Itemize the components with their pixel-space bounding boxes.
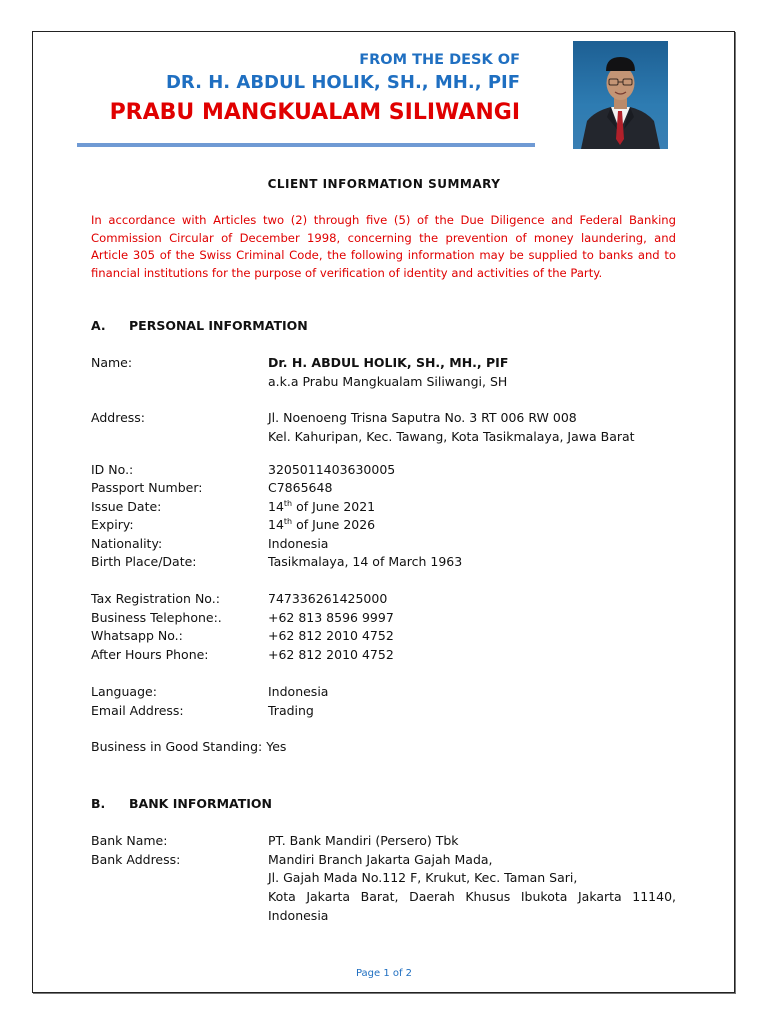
date-rest: of June 2021 bbox=[292, 499, 376, 514]
field-label: ID No.: bbox=[91, 462, 134, 477]
field-value: Tasikmalaya, 14 of March 1963 bbox=[268, 554, 463, 569]
from-desk-label: FROM THE DESK OF bbox=[359, 52, 520, 68]
field-label: Birth Place/Date: bbox=[91, 554, 197, 569]
section-title: PERSONAL INFORMATION bbox=[129, 318, 308, 333]
section-letter: A. bbox=[91, 318, 106, 333]
field-value bbox=[268, 498, 676, 517]
field-value: Jl. Noenoeng Trisna Saputra No. 3 RT 006 RW 008 bbox=[268, 410, 577, 425]
field-label: Nationality: bbox=[91, 536, 163, 551]
field-label: Language: bbox=[91, 684, 157, 699]
field-label: Business Telephone:. bbox=[91, 610, 222, 625]
field-label: Name: bbox=[91, 355, 133, 370]
field-value: +62 812 2010 4752 bbox=[268, 628, 394, 643]
day-number: 14 bbox=[268, 517, 284, 532]
section-letter: B. bbox=[91, 796, 106, 811]
field-value: PT. Bank Mandiri (Persero) Tbk bbox=[268, 833, 459, 848]
field-label: Bank Name: bbox=[91, 833, 168, 848]
field-value: Jl. Gajah Mada No.112 F, Krukut, Kec. Taman Sari, bbox=[268, 870, 578, 885]
ordinal-suffix: th bbox=[283, 498, 293, 508]
field-value: Kota Jakarta Barat, Daerah Khusus Ibukota Jakarta 11140, Indonesia bbox=[268, 889, 676, 923]
field-value: Indonesia bbox=[268, 536, 329, 551]
field-value: a.k.a Prabu Mangkualam Siliwangi, SH bbox=[268, 374, 508, 389]
intro-paragraph: In accordance with Articles two (2) through five (5) of the Due Diligence and Federal Banking Commission Circular of December 1998, concerning the prevention of money laundering, and Article 305 of the Swiss Criminal Code, the following information may be supplied to banks and to financial institutions for the purpose of verification of identity and activities of the Party. bbox=[91, 213, 676, 280]
header-divider bbox=[77, 143, 535, 147]
field-label: After Hours Phone: bbox=[91, 647, 209, 662]
field-value: Trading bbox=[268, 703, 314, 718]
field-value: +62 813 8596 9997 bbox=[268, 610, 394, 625]
portrait-photo bbox=[573, 41, 668, 149]
field-label: Tax Registration No.: bbox=[91, 591, 220, 606]
section-title: BANK INFORMATION bbox=[129, 796, 273, 811]
field-value: 3205011403630005 bbox=[268, 462, 396, 477]
field-value: C7865648 bbox=[268, 480, 333, 495]
document-title: CLIENT INFORMATION SUMMARY bbox=[267, 177, 501, 191]
field-value: Indonesia bbox=[268, 684, 329, 699]
field-value: Kel. Kahuripan, Kec. Tawang, Kota Tasikmalaya, Jawa Barat bbox=[268, 429, 635, 444]
page-number: Page 1 of 2 bbox=[355, 968, 413, 979]
field-label: Issue Date: bbox=[91, 499, 162, 514]
field-label: Passport Number: bbox=[91, 480, 203, 495]
header-name: DR. H. ABDUL HOLIK, SH., MH., PIF bbox=[165, 72, 520, 93]
field-value: Dr. H. ABDUL HOLIK, SH., MH., PIF bbox=[268, 355, 509, 370]
field-label: Expiry: bbox=[91, 517, 134, 532]
day-number: 14 bbox=[268, 499, 284, 514]
section-personal-heading bbox=[91, 318, 308, 333]
ordinal-suffix: th bbox=[283, 516, 293, 526]
date-rest: of June 2026 bbox=[292, 517, 376, 532]
field-value: 747336261425000 bbox=[268, 591, 388, 606]
field-label: Email Address: bbox=[91, 703, 184, 718]
good-standing-text: Business in Good Standing: Yes bbox=[91, 739, 287, 754]
section-bank-heading bbox=[91, 796, 272, 811]
header-title-name: PRABU MANGKUALAM SILIWANGI bbox=[109, 100, 520, 125]
field-value bbox=[268, 516, 676, 535]
field-value: +62 812 2010 4752 bbox=[268, 647, 394, 662]
field-label: Bank Address: bbox=[91, 852, 181, 867]
field-value: Mandiri Branch Jakarta Gajah Mada, bbox=[268, 852, 493, 867]
field-label: Address: bbox=[91, 410, 145, 425]
field-label: Whatsapp No.: bbox=[91, 628, 183, 643]
